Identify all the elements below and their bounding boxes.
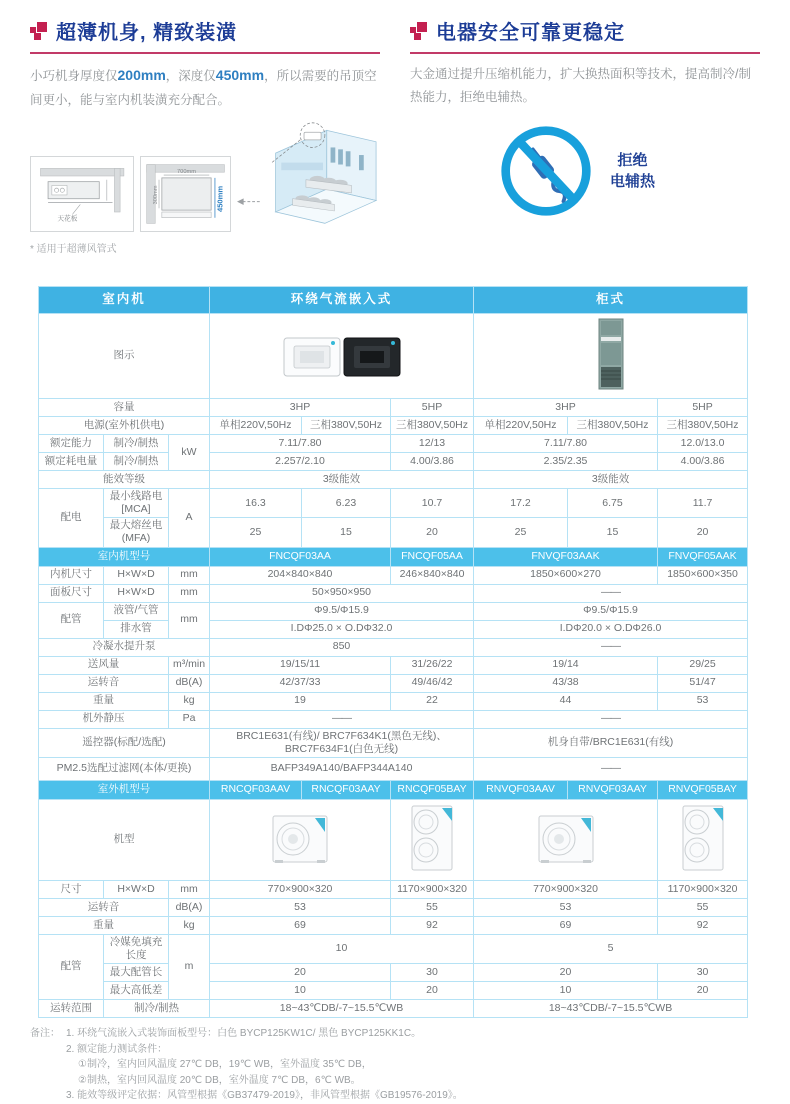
outdoor-model-row (39, 780, 748, 799)
value-cell: 20 (210, 964, 391, 982)
cassette-unit-images (210, 314, 474, 399)
value-cell: 20 (474, 964, 658, 982)
room-illustration (268, 118, 380, 230)
value-cell: 10 (210, 934, 474, 963)
feature-title-row (30, 16, 380, 54)
value-cell: 1170×900×320 (658, 880, 748, 898)
value-cell: 1850×600×270 (474, 566, 658, 584)
unit-cell: A (169, 489, 210, 548)
value-cell: 19 (210, 692, 391, 710)
outdoor-unit-2fan-image (680, 803, 726, 873)
illustration-label: 图示 (39, 314, 210, 399)
value-cell: 204×840×840 (210, 566, 391, 584)
row-label: 遥控器(标配/选配) (39, 728, 210, 757)
value-cell: 10 (474, 982, 658, 1000)
max-pipe-row (39, 964, 748, 982)
unit-cell: mm (169, 880, 210, 898)
pipe-liquid-row (39, 602, 748, 620)
feature-slim-body (30, 16, 380, 266)
floor-standing-image (474, 314, 748, 399)
row-sublabel: 制冷/制热 (104, 1000, 210, 1018)
unit-cell: kW (169, 435, 210, 471)
value-cell: 20 (658, 982, 748, 1000)
row-sublabel: 最小线路电[MCA] (104, 489, 169, 518)
outdoor-unit-2fan-image (409, 803, 455, 873)
stair-bullet-icon (30, 21, 47, 40)
stair-bullet-icon (410, 21, 427, 40)
outdoor-single-fan-image (210, 799, 391, 880)
value-cell: 29/25 (658, 656, 748, 674)
value-cell: 12.0/13.0 (658, 435, 748, 453)
esp-row (39, 710, 748, 728)
value-cell: 15 (568, 518, 658, 547)
value-cell: 43/38 (474, 674, 658, 692)
power-cell: 单相220V,50Hz (210, 417, 302, 435)
power-cell: 三相380V,50Hz (302, 417, 391, 435)
svg-text:天花板: 天花板 (57, 215, 78, 223)
row-label: 冷凝水提升泵 (39, 638, 210, 656)
unit-cell: dB(A) (169, 898, 210, 916)
value-cell: 19/14 (474, 656, 658, 674)
refrigerant-free-row (39, 934, 748, 963)
value-cell: 20 (391, 982, 474, 1000)
value-cell: 4.00/3.86 (658, 453, 748, 471)
power-cell: 三相380V,50Hz (568, 417, 658, 435)
feature-body-text: 大金通过提升压缩机能力，扩大换热面积等技术，提高制冷/制热能力，拒绝电辅热。 (410, 67, 751, 105)
header-floor-type: 柜式 (474, 287, 748, 314)
value-cell: 69 (210, 916, 391, 934)
value-cell: 770×900×320 (474, 880, 658, 898)
row-label: 运转音 (39, 674, 169, 692)
value-cell: 44 (474, 692, 658, 710)
table-header-row (39, 287, 748, 314)
power-cell: 单相220V,50Hz (474, 417, 568, 435)
value-cell: 55 (391, 898, 474, 916)
model-cell: RNCQF05BAY (391, 780, 474, 799)
value-cell: 55 (658, 898, 748, 916)
header-cassette-type: 环绕气流嵌入式 (210, 287, 474, 314)
model-cell: RNCQF03AAV (210, 780, 302, 799)
mfa-row (39, 518, 748, 547)
value-cell: 15 (302, 518, 391, 547)
value-cell: Φ9.5/Φ15.9 (210, 602, 474, 620)
panel-dim-row (39, 584, 748, 602)
indoor-noise-row (39, 674, 748, 692)
row-label: 室外机型号 (39, 780, 210, 799)
note-line: ②制热，室内回风温度 20℃ DB，室外温度 7℃ DB，6℃ WB。 (78, 1074, 361, 1086)
value-cell: 31/26/22 (391, 656, 474, 674)
value-cell: 3级能效 (474, 471, 748, 489)
cassette-white-image (280, 332, 344, 380)
row-label: 电源(室外机供电) (39, 417, 210, 435)
pipe-drain-row (39, 620, 748, 638)
value-cell: 4.00/3.86 (391, 453, 474, 471)
row-label: 内机尺寸 (39, 566, 104, 584)
no-heater-label-line1: 拒绝 (617, 151, 648, 169)
unit-cell: mm (169, 602, 210, 638)
cassette-black-image (340, 332, 404, 380)
rated-capacity-row (39, 435, 748, 453)
outdoor-dim-row (39, 880, 748, 898)
value-cell: 18~43℃DB/-7~15.5℃WB (474, 1000, 748, 1018)
notes-block (30, 1026, 790, 1104)
value-cell: 22 (391, 692, 474, 710)
value-cell: 20 (658, 518, 748, 547)
operating-range-row (39, 1000, 748, 1018)
indoor-dim-row (39, 566, 748, 584)
value-cell: BRC1E631(有线)/ BRC7F634K1(黑色无线)、 BRC7F634F1(白色无线) (210, 728, 474, 757)
unit-cell: kg (169, 916, 210, 934)
value-cell: 20 (391, 518, 474, 547)
value-cell: 51/47 (658, 674, 748, 692)
unit-cell: mm (169, 566, 210, 584)
value-cell: 7.11/7.80 (210, 435, 391, 453)
body-text: ，所以需要的吊顶空间更小，能与室内机装潢充分配合。 (30, 69, 377, 107)
value-cell: Φ9.5/Φ15.9 (474, 602, 748, 620)
ceiling-section-diagram (30, 156, 134, 232)
row-sublabel: 排水管 (104, 620, 169, 638)
value-cell: 5 (474, 934, 748, 963)
value-cell: 2.257/2.10 (210, 453, 391, 471)
value-cell: 25 (474, 518, 568, 547)
rated-input-row (39, 453, 748, 471)
value-cell: I.DΦ20.0 × O.DΦ26.0 (474, 620, 748, 638)
floor-unit-image (596, 317, 626, 391)
outdoor-unit-images-row (39, 799, 748, 880)
power-row (39, 417, 748, 435)
model-cell: FNCQF05AA (391, 547, 474, 566)
row-label: 配电 (39, 489, 104, 548)
value-cell: 1850×600×350 (658, 566, 748, 584)
unit-cell: m (169, 934, 210, 999)
value-cell: —— (474, 638, 748, 656)
row-sublabel: 最大配管长 (104, 964, 169, 982)
feature-body-text (30, 63, 380, 112)
row-label: 容量 (39, 399, 210, 417)
outdoor-unit-1fan-image (269, 810, 331, 866)
value-cell: 7.11/7.80 (474, 435, 658, 453)
row-label: PM2.5选配过滤网(本体/更换) (39, 757, 210, 780)
row-label: 运转音 (39, 898, 169, 916)
note-line: ①制冷，室内回风温度 27℃ DB，19℃ WB，室外温度 35℃ DB， (78, 1059, 372, 1070)
capacity-cell: 3HP (474, 399, 658, 417)
unit-cell: Pa (169, 710, 210, 728)
capacity-cell: 3HP (210, 399, 391, 417)
outdoor-dual-fan-image (658, 799, 748, 880)
row-label: 配管 (39, 934, 104, 999)
row-label: 重量 (39, 916, 169, 934)
value-cell: 6.75 (568, 489, 658, 518)
indoor-model-row (39, 547, 748, 566)
value-cell: I.DΦ25.0 × O.DΦ32.0 (210, 620, 474, 638)
row-sublabel: 液管/气管 (104, 602, 169, 620)
unit-cell: dB(A) (169, 674, 210, 692)
value-cell: 16.3 (210, 489, 302, 518)
outdoor-unit-1fan-image (535, 810, 597, 866)
feature-title: 超薄机身, 精致装潢 (56, 22, 238, 44)
value-cell: 246×840×840 (391, 566, 474, 584)
model-cell: RNVQF03AAV (474, 780, 568, 799)
value-cell: 53 (658, 692, 748, 710)
row-sublabel: H×W×D (104, 880, 169, 898)
value-cell: 12/13 (391, 435, 474, 453)
row-label: 送风量 (39, 656, 169, 674)
model-cell: RNVQF05BAY (658, 780, 748, 799)
row-sublabel: 最大熔丝电(MFA) (104, 518, 169, 547)
value-cell: 30 (658, 964, 748, 982)
dashed-arrow-icon (237, 158, 262, 232)
model-cell: FNCQF03AA (210, 547, 391, 566)
outdoor-weight-row (39, 916, 748, 934)
remote-row (39, 728, 748, 757)
value-cell: 1170×900×320 (391, 880, 474, 898)
capacity-row (39, 399, 748, 417)
row-sublabel: 制冷/制热 (104, 435, 169, 453)
value-cell: 770×900×320 (210, 880, 391, 898)
value-cell: 18~43℃DB/-7~15.5℃WB (210, 1000, 474, 1018)
feature-electric-safety (410, 16, 760, 266)
illustration-row (39, 314, 748, 399)
no-heater-label (610, 150, 655, 194)
value-cell: 25 (210, 518, 302, 547)
value-cell: 49/46/42 (391, 674, 474, 692)
value-cell: 10.7 (391, 489, 474, 518)
row-label: 机型 (39, 799, 210, 880)
svg-text:450mm: 450mm (215, 185, 225, 213)
no-electric-heater-badge (498, 123, 760, 219)
unit-cell: kg (169, 692, 210, 710)
row-sublabel: H×W×D (104, 584, 169, 602)
max-height-diff-row (39, 982, 748, 1000)
feature-title: 电器安全可靠更稳定 (436, 22, 625, 44)
power-cell: 三相380V,50Hz (391, 417, 474, 435)
row-label: 重量 (39, 692, 169, 710)
highlight-450mm: 450mm (215, 67, 265, 83)
value-cell: 69 (474, 916, 658, 934)
outdoor-single-fan-image (474, 799, 658, 880)
note-line: 1. 环绕气流嵌入式装饰面板型号：白色 BYCP125KW1C/ 黑色 BYCP125KK1C。 (66, 1028, 422, 1039)
capacity-cell: 5HP (391, 399, 474, 417)
value-cell: 92 (658, 916, 748, 934)
value-cell: 3级能效 (210, 471, 474, 489)
row-label: 额定能力 (39, 435, 104, 453)
row-label: 室内机型号 (39, 547, 210, 566)
power-cell: 三相380V,50Hz (658, 417, 748, 435)
value-cell: —— (210, 710, 474, 728)
depth-dimension-diagram (140, 156, 231, 232)
value-cell: 2.35/2.35 (474, 453, 658, 471)
value-cell: —— (474, 710, 748, 728)
feature-title-row (410, 16, 760, 54)
airflow-row (39, 656, 748, 674)
row-sublabel: 最大高低差 (104, 982, 169, 1000)
feature-footnote: * 适用于超薄风管式 (30, 244, 117, 256)
row-label: 尺寸 (39, 880, 104, 898)
svg-text:700mm: 700mm (177, 169, 197, 176)
row-sublabel: 制冷/制热 (104, 453, 169, 471)
indoor-weight-row (39, 692, 748, 710)
installation-diagrams (30, 118, 380, 232)
body-text: ，深度仅 (165, 69, 216, 83)
row-label: 额定耗电量 (39, 453, 104, 471)
value-cell: 92 (391, 916, 474, 934)
row-label: 面板尺寸 (39, 584, 104, 602)
value-cell: 10 (210, 982, 391, 1000)
svg-text:300mm: 300mm (153, 185, 160, 205)
value-cell: BAFP349A140/BAFP344A140 (210, 757, 474, 780)
value-cell: 机身自带/BRC1E631(有线) (474, 728, 748, 757)
value-cell: 50×950×950 (210, 584, 474, 602)
value-cell: 19/15/11 (210, 656, 391, 674)
outdoor-noise-row (39, 898, 748, 916)
energy-grade-row (39, 471, 748, 489)
row-sublabel: H×W×D (104, 566, 169, 584)
row-sublabel: 冷媒免填充长度 (104, 934, 169, 963)
mca-row (39, 489, 748, 518)
note-line: 2. 额定能力测试条件： (66, 1043, 168, 1055)
value-cell: 42/37/33 (210, 674, 391, 692)
no-heater-label-line2: 电辅热 (610, 173, 656, 191)
value-cell: —— (474, 757, 748, 780)
value-cell: 11.7 (658, 489, 748, 518)
value-cell: 53 (474, 898, 658, 916)
row-label: 机外静压 (39, 710, 169, 728)
value-cell: 53 (210, 898, 391, 916)
model-cell: RNVQF03AAY (568, 780, 658, 799)
row-label: 配管 (39, 602, 104, 638)
value-cell: 850 (210, 638, 474, 656)
model-cell: RNCQF03AAY (302, 780, 391, 799)
model-cell: FNVQF05AAK (658, 547, 748, 566)
condensate-pump-row (39, 638, 748, 656)
model-cell: FNVQF03AAK (474, 547, 658, 566)
header-indoor-unit: 室内机 (39, 287, 210, 314)
value-cell: 17.2 (474, 489, 568, 518)
pm25-row (39, 757, 748, 780)
notes-lines (66, 1026, 463, 1104)
notes-prefix: 备注： (30, 1028, 60, 1039)
no-plug-icon (498, 123, 594, 219)
capacity-cell: 5HP (658, 399, 748, 417)
value-cell: —— (474, 584, 748, 602)
spec-table (38, 286, 748, 1018)
row-label: 能效等级 (39, 471, 210, 489)
row-label: 运转范围 (39, 1000, 104, 1018)
highlight-200mm: 200mm (117, 67, 166, 83)
unit-cell: mm (169, 584, 210, 602)
value-cell: 6.23 (302, 489, 391, 518)
body-text: 小巧机身厚度仅 (30, 69, 118, 83)
outdoor-dual-fan-image (391, 799, 474, 880)
features-section (0, 0, 790, 266)
unit-cell: m³/min (169, 656, 210, 674)
note-line: 3. 能效等级评定依据：风管型根据《GB37479-2019》，非风管型根据《GB19576-2019》。 (66, 1090, 463, 1101)
value-cell: 30 (391, 964, 474, 982)
